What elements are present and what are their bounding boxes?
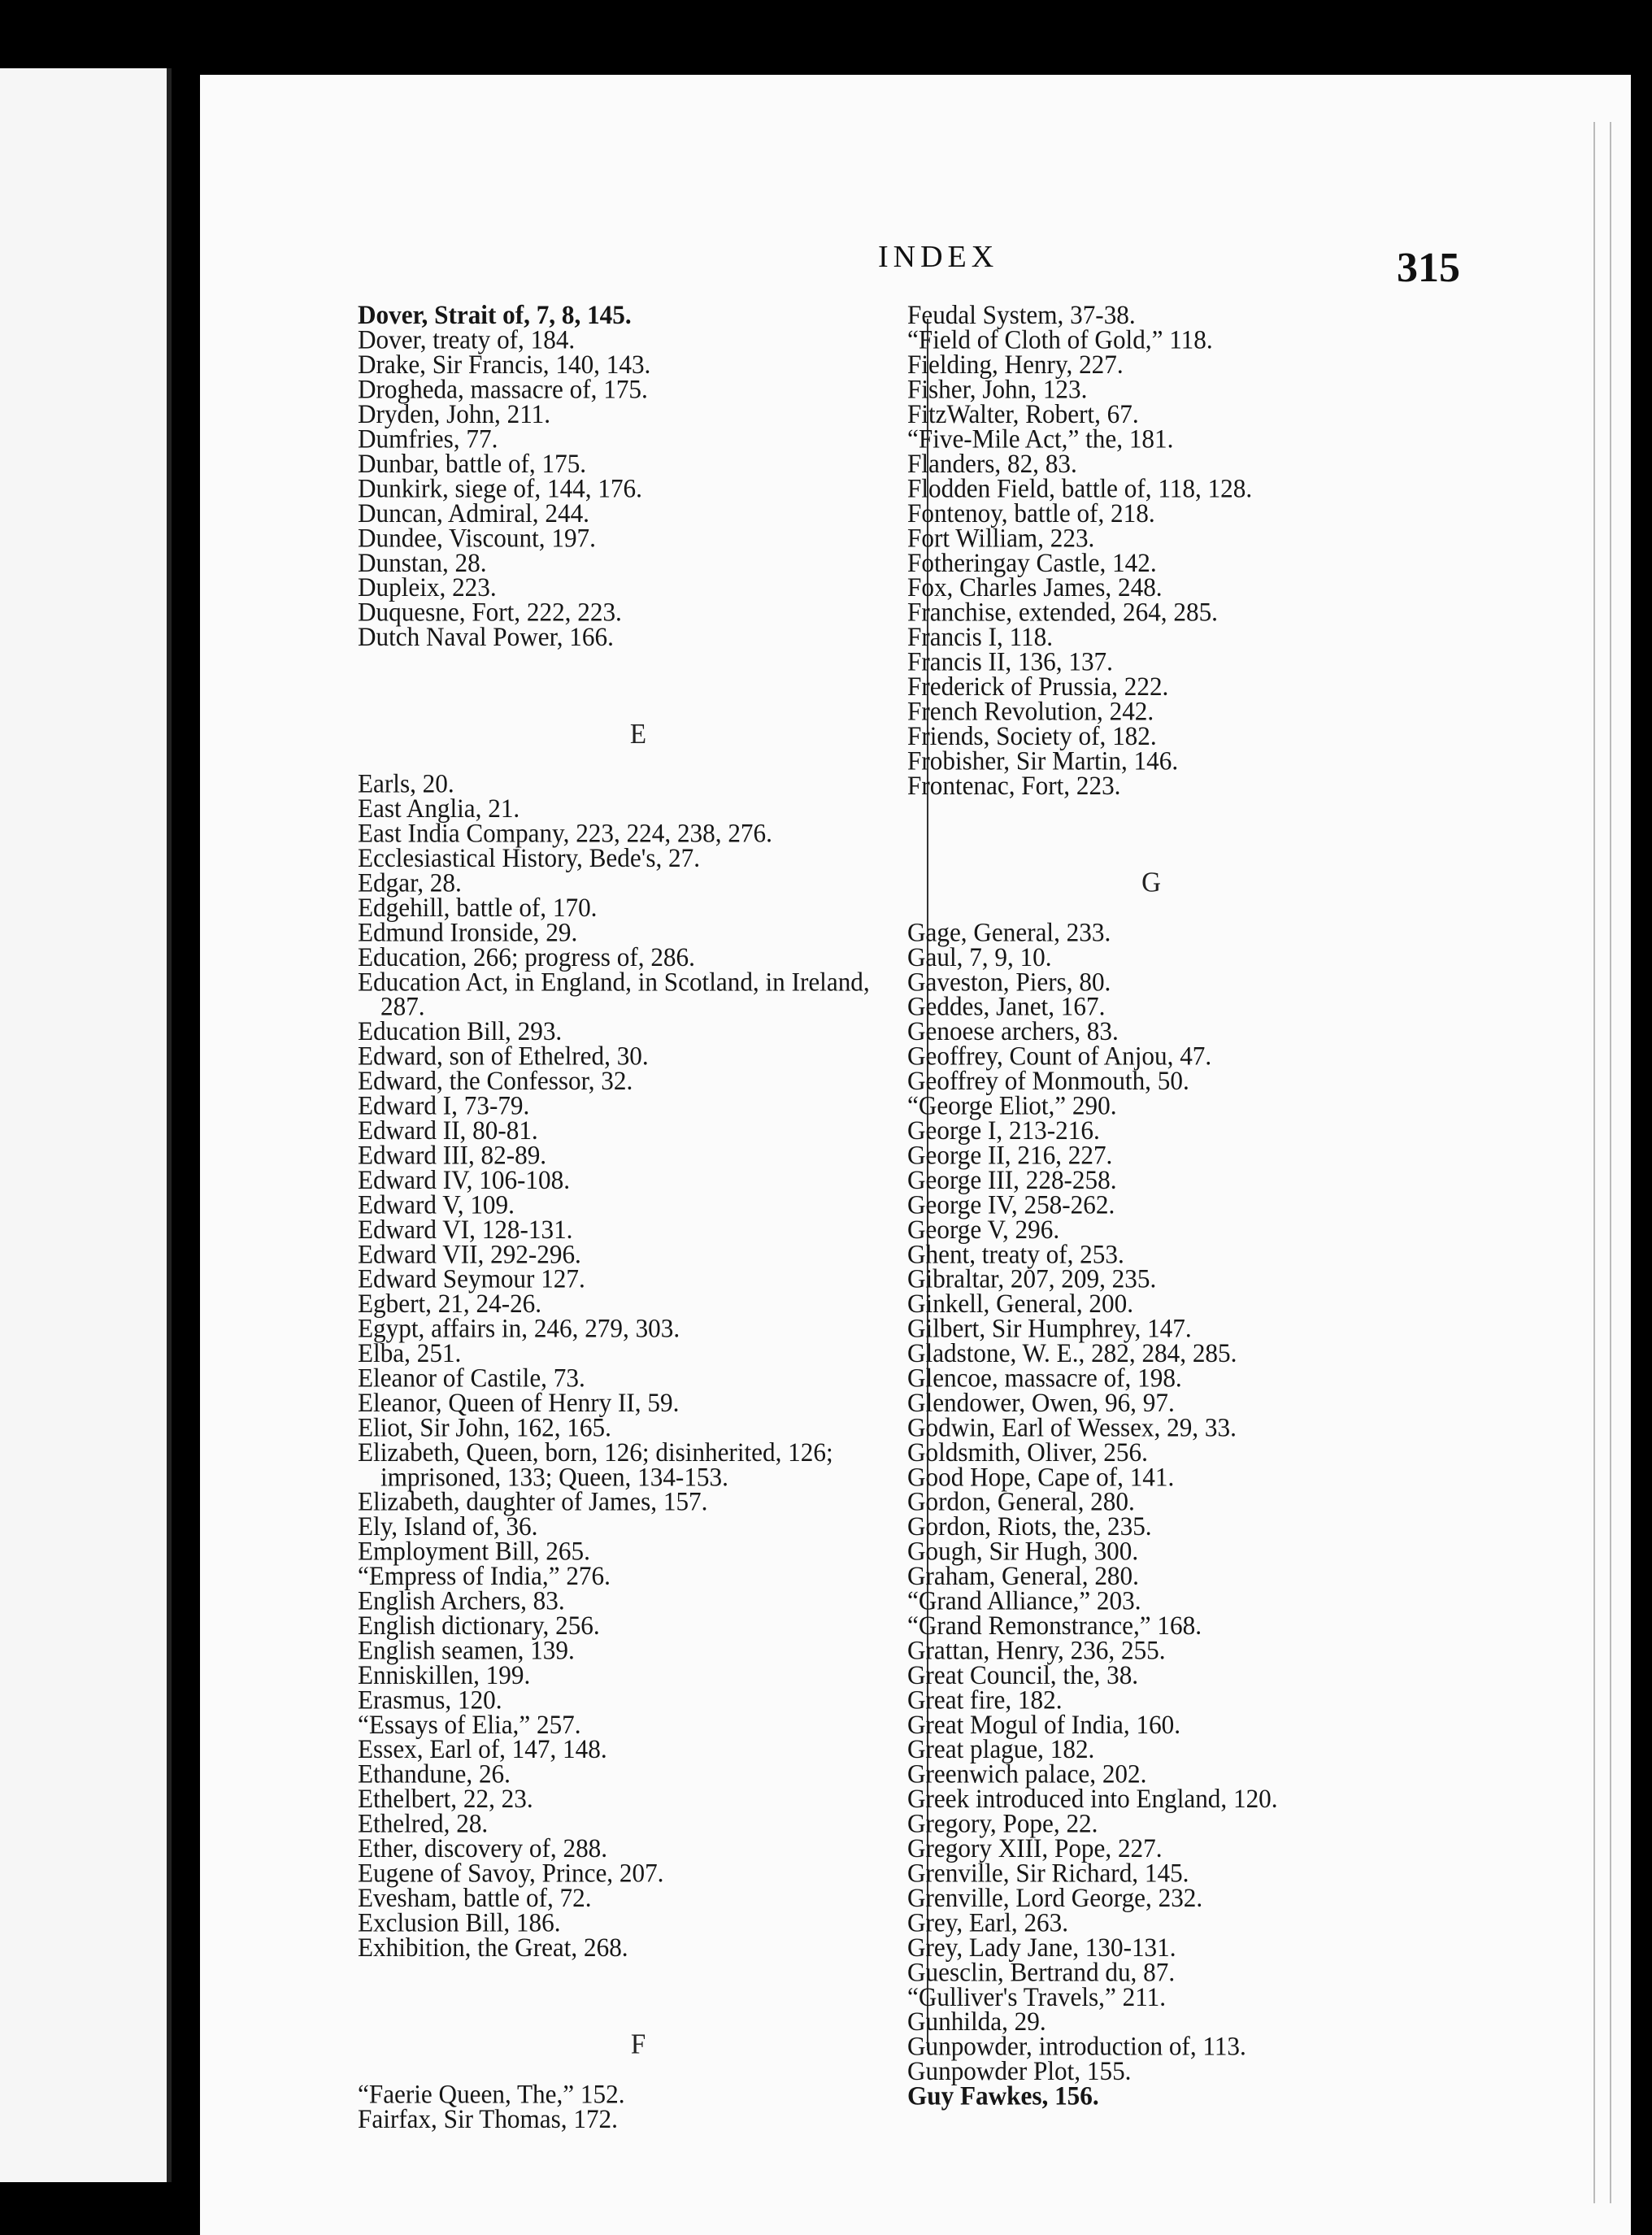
index-entry: English Archers, 83. xyxy=(358,1585,565,1615)
index-entry: Fisher, John, 123. xyxy=(907,374,1088,404)
index-entry: Grey, Earl, 263. xyxy=(907,1907,1069,1937)
index-entry: “Essays of Elia,” 257. xyxy=(358,1709,581,1740)
index-entry: Glencoe, massacre of, 198. xyxy=(907,1363,1182,1393)
index-entry: Edward VI, 128-131. xyxy=(358,1214,573,1245)
index-entry: Enniskillen, 199. xyxy=(358,1659,531,1690)
index-entry: Ether, discovery of, 288. xyxy=(358,1833,608,1863)
index-entry: Greek introduced into England, 120. xyxy=(907,1783,1278,1814)
index-entry: Graham, General, 280. xyxy=(907,1560,1139,1591)
index-column-left xyxy=(358,299,919,2134)
index-entry: Glendower, Owen, 96, 97. xyxy=(907,1387,1175,1418)
index-entry: Francis I, 118. xyxy=(907,621,1054,652)
index-entry: Gregory XIII, Pope, 227. xyxy=(907,1833,1163,1863)
index-entry: Edward I, 73-79. xyxy=(358,1090,530,1120)
index-entry: “Grand Remonstrance,” 168. xyxy=(907,1610,1202,1641)
index-entry: Grey, Lady Jane, 130-131. xyxy=(907,1932,1176,1963)
index-entry: Edgar, 28. xyxy=(358,867,462,898)
index-entry: Dumfries, 77. xyxy=(358,424,498,454)
section-letter: F xyxy=(630,2029,646,2060)
index-entry: Guy Fawkes, 156. xyxy=(907,2081,1099,2111)
page-edge-fold xyxy=(1593,122,1611,2203)
index-entry: Evesham, battle of, 72. xyxy=(358,1882,592,1913)
index-entry: Ghent, treaty of, 253. xyxy=(907,1238,1124,1269)
index-entry: Edward Seymour 127. xyxy=(358,1263,585,1294)
index-entry: Egbert, 21, 24-26. xyxy=(358,1288,542,1319)
index-entry: Eugene of Savoy, Prince, 207. xyxy=(358,1858,664,1888)
index-entry: Grenville, Sir Richard, 145. xyxy=(907,1858,1189,1888)
index-entry: Gunpowder Plot, 155. xyxy=(907,2055,1132,2086)
index-entry: Ethelbert, 22, 23. xyxy=(358,1783,533,1814)
index-entry: Edward IV, 106-108. xyxy=(358,1164,571,1195)
index-entry: Dover, treaty of, 184. xyxy=(358,324,576,355)
index-entry: Grenville, Lord George, 232. xyxy=(907,1882,1203,1913)
index-entry: Fontenoy, battle of, 218. xyxy=(907,498,1155,528)
index-entry: Ethandune, 26. xyxy=(358,1759,511,1789)
index-entry: Greenwich palace, 202. xyxy=(907,1759,1147,1789)
index-entry: Exclusion Bill, 186. xyxy=(358,1907,561,1937)
index-entry: “Five-Mile Act,” the, 181. xyxy=(907,424,1174,454)
section-gap xyxy=(358,1959,919,2009)
index-entry: Gregory, Pope, 22. xyxy=(907,1808,1098,1838)
index-entry: Ethelred, 28. xyxy=(358,1808,489,1838)
index-entry: George III, 228-258. xyxy=(907,1164,1117,1195)
index-entry: Flanders, 82, 83. xyxy=(907,448,1077,479)
index-entry: Edward V, 109. xyxy=(358,1189,515,1220)
index-entry: Gunpowder, introduction of, 113. xyxy=(907,2031,1246,2061)
index-entry: Good Hope, Cape of, 141. xyxy=(907,1461,1175,1492)
index-entry: Frontenac, Fort, 223. xyxy=(907,770,1121,801)
index-entry: Gage, General, 233. xyxy=(907,917,1111,947)
index-entry: Grattan, Henry, 236, 255. xyxy=(907,1635,1166,1665)
index-entry: Dover, Strait of, 7, 8, 145. xyxy=(358,299,632,330)
index-entry: Gordon, General, 280. xyxy=(907,1486,1135,1517)
index-entry: Edward VII, 292-296. xyxy=(358,1238,581,1269)
index-entry: George IV, 258-262. xyxy=(907,1189,1115,1220)
index-entry: “Field of Cloth of Gold,” 118. xyxy=(907,324,1213,355)
index-entry: Duncan, Admiral, 244. xyxy=(358,498,589,528)
index-entry: Fotheringay Castle, 142. xyxy=(907,547,1157,578)
index-entry: “Gulliver's Travels,” 211. xyxy=(907,1981,1167,2012)
index-entry: Elizabeth, daughter of James, 157. xyxy=(358,1486,708,1517)
index-entry: Edward II, 80-81. xyxy=(358,1115,538,1146)
adjacent-page-edge xyxy=(0,68,172,2182)
index-entry: Dunstan, 28. xyxy=(358,547,487,578)
index-entry: Gibraltar, 207, 209, 235. xyxy=(907,1263,1157,1294)
index-entry: Eliot, Sir John, 162, 165. xyxy=(358,1411,611,1442)
index-entry: Frederick of Prussia, 222. xyxy=(907,671,1169,702)
index-entry: Eleanor of Castile, 73. xyxy=(358,1363,585,1393)
index-entry: Elizabeth, Queen, born, 126; disinherited, 126; imprisoned, 133; Queen, 134-153. xyxy=(358,1437,833,1492)
index-entry: Egypt, affairs in, 246, 279, 303. xyxy=(358,1313,680,1343)
index-entry: Edmund Ironside, 29. xyxy=(358,917,578,947)
index-entry: George V, 296. xyxy=(907,1214,1060,1245)
index-entry: George II, 216, 227. xyxy=(907,1140,1113,1170)
index-entry: Great fire, 182. xyxy=(907,1684,1063,1715)
index-entry: Duquesne, Fort, 222, 223. xyxy=(358,597,622,627)
index-entry: Dutch Naval Power, 166. xyxy=(358,621,614,652)
index-entry: Great Council, the, 38. xyxy=(907,1659,1139,1690)
index-entry: Geoffrey of Monmouth, 50. xyxy=(907,1065,1189,1096)
index-entry: Gough, Sir Hugh, 300. xyxy=(907,1536,1139,1566)
section-gap xyxy=(358,649,919,698)
index-entry: Genoese archers, 83. xyxy=(907,1015,1119,1046)
index-entry: Ely, Island of, 36. xyxy=(358,1511,538,1541)
index-entry: Erasmus, 120. xyxy=(358,1684,502,1715)
index-entry: Drake, Sir Francis, 140, 143. xyxy=(358,349,651,380)
index-entry: Exhibition, the Great, 268. xyxy=(358,1932,628,1963)
index-entry: Dundee, Viscount, 197. xyxy=(358,522,596,553)
index-entry: Dunkirk, siege of, 144, 176. xyxy=(358,473,642,503)
index-entry: Francis II, 136, 137. xyxy=(907,646,1113,676)
index-entry: Great Mogul of India, 160. xyxy=(907,1709,1181,1740)
index-entry: Fielding, Henry, 227. xyxy=(907,349,1124,380)
index-entry: Gladstone, W. E., 282, 284, 285. xyxy=(907,1337,1237,1368)
index-entry: “Empress of India,” 276. xyxy=(358,1560,611,1591)
section-letter: G xyxy=(1141,867,1161,898)
index-entry: Flodden Field, battle of, 118, 128. xyxy=(907,473,1253,503)
section-gap xyxy=(907,798,1395,847)
index-entry: Education Act, in England, in Scotland, in Ireland, 287. xyxy=(358,966,870,1022)
index-entry: “Grand Alliance,” 203. xyxy=(907,1585,1141,1615)
index-entry: Gilbert, Sir Humphrey, 147. xyxy=(907,1313,1192,1343)
index-entry: Feudal System, 37-38. xyxy=(907,299,1136,330)
index-entry: East India Company, 223, 224, 238, 276. xyxy=(358,818,772,848)
index-entry: Ecclesiastical History, Bede's, 27. xyxy=(358,842,701,873)
index-entry: Employment Bill, 265. xyxy=(358,1536,590,1566)
page-number: 315 xyxy=(1397,245,1460,291)
index-entry: Gaveston, Piers, 80. xyxy=(907,966,1111,997)
index-entry: Ginkell, General, 200. xyxy=(907,1288,1134,1319)
index-entry: Friends, Society of, 182. xyxy=(907,720,1157,751)
index-entry: “Faerie Queen, The,” 152. xyxy=(358,2079,625,2109)
index-entry: English dictionary, 256. xyxy=(358,1610,600,1641)
index-entry: Godwin, Earl of Wessex, 29, 33. xyxy=(907,1411,1237,1442)
index-entry: “George Eliot,” 290. xyxy=(907,1090,1117,1120)
index-entry: Goldsmith, Oliver, 256. xyxy=(907,1437,1148,1468)
index-entry: Gunhilda, 29. xyxy=(907,2006,1046,2037)
index-entry: FitzWalter, Robert, 67. xyxy=(907,398,1139,429)
index-entry: George I, 213-216. xyxy=(907,1115,1100,1146)
index-entry: Dryden, John, 211. xyxy=(358,398,551,429)
index-entry: Elba, 251. xyxy=(358,1337,462,1368)
index-entry: Great plague, 182. xyxy=(907,1733,1095,1764)
index-entry: East Anglia, 21. xyxy=(358,793,520,824)
index-column-right xyxy=(907,299,1395,2111)
index-entry: Geddes, Janet, 167. xyxy=(907,991,1106,1022)
index-entry: Edgehill, battle of, 170. xyxy=(358,892,598,923)
index-entry: Education Bill, 293. xyxy=(358,1015,563,1046)
index-entry: French Revolution, 242. xyxy=(907,696,1154,726)
index-entry: Eleanor, Queen of Henry II, 59. xyxy=(358,1387,680,1418)
index-entry: Fox, Charles James, 248. xyxy=(907,572,1163,602)
running-head: INDEX xyxy=(878,240,999,274)
index-entry: Education, 266; progress of, 286. xyxy=(358,941,695,972)
index-entry: Fort William, 223. xyxy=(907,522,1095,553)
index-entry: Guesclin, Bertrand du, 87. xyxy=(907,1956,1176,1987)
index-entry: Dunbar, battle of, 175. xyxy=(358,448,587,479)
index-entry: Gaul, 7, 9, 10. xyxy=(907,941,1052,972)
index-entry: Edward, son of Ethelred, 30. xyxy=(358,1041,649,1071)
index-entry: Drogheda, massacre of, 175. xyxy=(358,374,648,404)
index-entry: Franchise, extended, 264, 285. xyxy=(907,597,1218,627)
index-entry: Geoffrey, Count of Anjou, 47. xyxy=(907,1041,1212,1071)
index-entry: Edward III, 82-89. xyxy=(358,1140,547,1170)
index-entry: Fairfax, Sir Thomas, 172. xyxy=(358,2103,618,2134)
index-entry: Earls, 20. xyxy=(358,768,454,799)
index-entry: Edward, the Confessor, 32. xyxy=(358,1065,633,1096)
index-entry: Gordon, Riots, the, 235. xyxy=(907,1511,1152,1541)
index-entry: Essex, Earl of, 147, 148. xyxy=(358,1733,607,1764)
section-letter: E xyxy=(629,719,647,750)
index-entry: Dupleix, 223. xyxy=(358,572,497,602)
index-entry: Frobisher, Sir Martin, 146. xyxy=(907,745,1179,776)
index-entry: English seamen, 139. xyxy=(358,1635,575,1665)
